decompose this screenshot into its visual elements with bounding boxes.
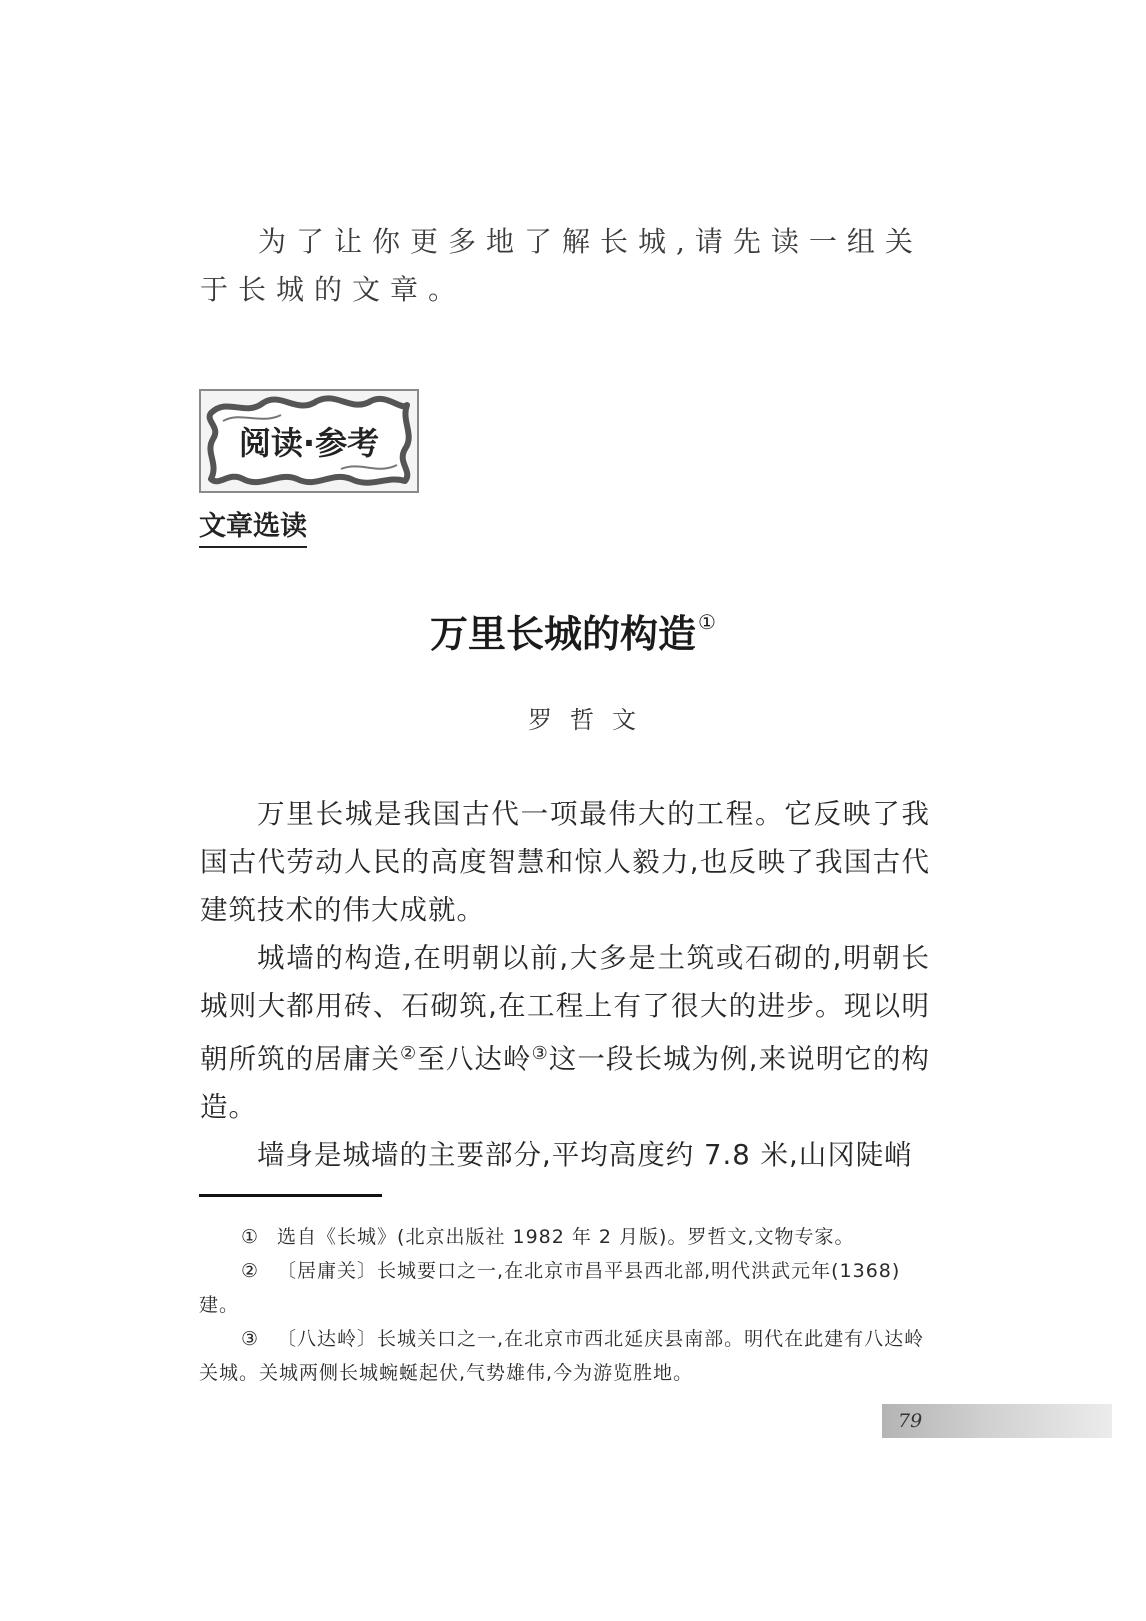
- footnote-ref: ②: [400, 1043, 418, 1064]
- footnote-text: 选自《长城》(北京出版社 1982 年 2 月版)。罗哲文,文物专家。: [277, 1226, 855, 1248]
- footnote: [199, 1322, 932, 1390]
- page-number-bar: [882, 1404, 1112, 1438]
- footnote-text: 〔居庸关〕长城要口之一,在北京市昌平县西北部,明代洪武元年(1368)建。: [199, 1260, 901, 1316]
- footnote-mark: ③: [241, 1328, 260, 1350]
- body-paragraph: [200, 934, 930, 1131]
- section-title: 文章选读: [199, 510, 307, 548]
- footnote-ref: ③: [531, 1043, 549, 1064]
- footnote-text: 〔八达岭〕长城关口之一,在北京市西北延庆县南部。明代在此建有八达岭关城。关城两侧长城蜿蜒起伏,气势雄伟,今为游览胜地。: [199, 1328, 925, 1384]
- reading-reference-label: [199, 389, 419, 493]
- article-title: [0, 598, 1146, 658]
- body-text-segment: 至八达岭: [417, 1043, 532, 1075]
- page-number: 79: [898, 1410, 923, 1432]
- article-title-text: 万里长城的构造: [430, 612, 697, 656]
- footnote-mark: ①: [241, 1226, 260, 1248]
- intro-paragraph: 为了让你更多地了解长城,请先读一组关于长城的文章。: [200, 225, 923, 306]
- body-text-segment: 这一段长城为例,来说明它的构造。: [200, 1043, 931, 1123]
- footnote-divider: [199, 1194, 382, 1197]
- body-paragraph: 万里长城是我国古代一项最伟大的工程。它反映了我国古代劳动人民的高度智慧和惊人毅力,也反映了我国古代建筑技术的伟大成就。: [200, 798, 930, 926]
- body-paragraph: 墙身是城墙的主要部分,平均高度约 7.8 米,山冈陡峭: [257, 1139, 913, 1171]
- footnote-mark: ②: [241, 1260, 260, 1282]
- footnote: [199, 1254, 932, 1322]
- footnotes: [199, 1220, 932, 1390]
- footnote: [199, 1220, 932, 1254]
- body-text-segment: 城墙的构造,在明朝以前,大多是土筑或石砌的,明朝长城则大都用砖、石砌筑,在工程上有了很大的进步。现以明朝所筑的居庸关: [200, 942, 930, 1075]
- article-author: 罗哲文: [528, 706, 654, 734]
- label-text: 阅读·参考: [238, 424, 380, 462]
- title-footnote-mark: ①: [698, 610, 716, 634]
- article-body: [200, 790, 930, 1179]
